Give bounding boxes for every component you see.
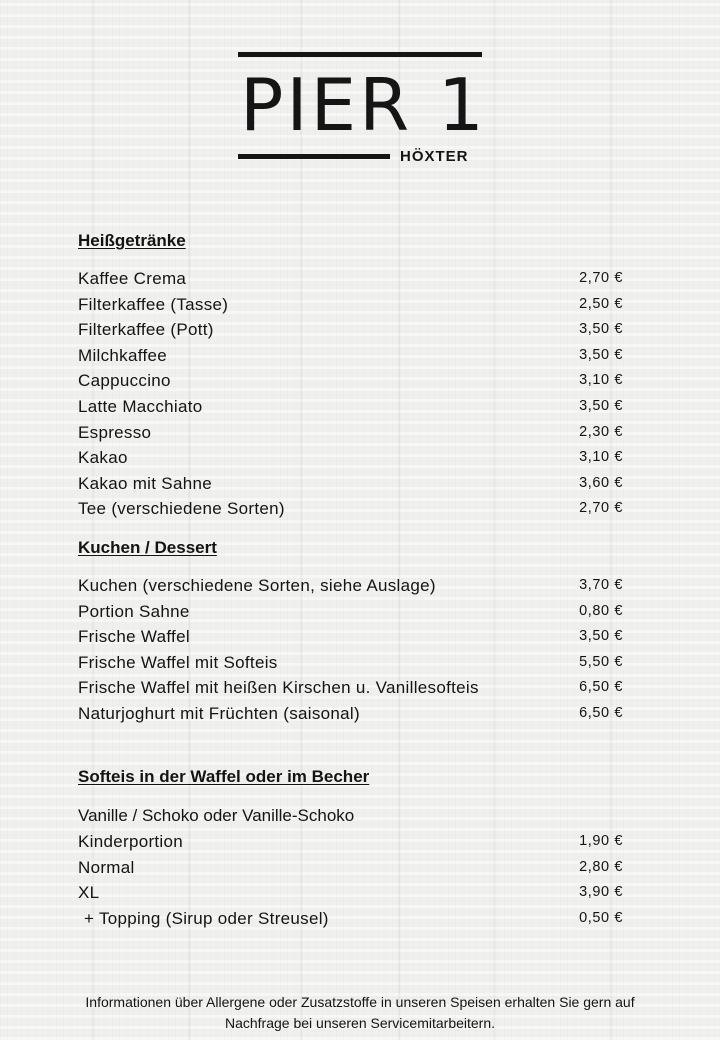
- item-name: Frische Waffel mit Softeis: [78, 652, 278, 672]
- item-price: 0,50 €: [579, 909, 623, 926]
- menu-item: [78, 496, 623, 522]
- item-price: 3,50 €: [579, 346, 623, 363]
- item-name: Kakao mit Sahne: [78, 473, 212, 493]
- section-title-cake-dessert: Kuchen / Dessert: [78, 538, 217, 557]
- item-price: 6,50 €: [579, 679, 623, 696]
- allergen-info-footer: [10, 992, 710, 1034]
- item-price: 3,60 €: [579, 474, 623, 491]
- menu-item: [78, 317, 623, 343]
- item-price: 6,50 €: [579, 704, 623, 721]
- item-name: Espresso: [78, 422, 152, 442]
- item-name: XL: [78, 883, 100, 903]
- menu-item: [78, 701, 623, 727]
- item-name: Frische Waffel mit heißen Kirschen u. Vanillesofteis: [78, 678, 479, 698]
- menu-item: [78, 266, 623, 292]
- item-name: Kuchen (verschiedene Sorten, siehe Auslage): [78, 576, 436, 595]
- menu-item: [78, 343, 623, 369]
- item-name: Portion Sahne: [78, 601, 190, 621]
- item-price: 3,50 €: [579, 628, 623, 645]
- item-price: 0,80 €: [579, 602, 623, 619]
- item-price: 2,80 €: [579, 858, 623, 875]
- item-price: 3,10 €: [579, 372, 623, 389]
- menu-item: [78, 650, 623, 676]
- item-name: Kaffee Crema: [78, 269, 187, 288]
- item-price: 5,50 €: [579, 653, 623, 670]
- cake-dessert-list: [78, 573, 623, 727]
- menu-item: [78, 624, 623, 650]
- item-name: Filterkaffee (Tasse): [78, 294, 229, 314]
- hot-drinks-list: [78, 266, 623, 522]
- footer-line-1: Informationen über Allergene oder Zusatzstoffe in unseren Speisen erhalten Sie gern auf: [85, 994, 635, 1010]
- menu-item: [78, 368, 623, 394]
- menu-item: [78, 880, 623, 906]
- menu-item: [78, 292, 623, 318]
- menu-item: [78, 675, 623, 701]
- footer-line-2: Nachfrage bei unseren Servicemitarbeitern.: [224, 1015, 496, 1031]
- logo-bottom-rule: [238, 154, 390, 159]
- item-name: Normal: [78, 857, 135, 877]
- menu-item: [78, 394, 623, 420]
- item-price: 2,50 €: [579, 295, 623, 312]
- menu-item: [78, 573, 623, 599]
- item-name: Kinderportion: [78, 832, 184, 851]
- soft-ice-list: [78, 829, 623, 931]
- item-name: Latte Macchiato: [78, 396, 203, 416]
- item-name: Tee (verschiedene Sorten): [78, 499, 285, 519]
- menu-item: [78, 855, 623, 881]
- soft-ice-flavors-note: Vanille / Schoko oder Vanille-Schoko: [78, 806, 355, 825]
- logo-city-text: HÖXTER: [400, 148, 469, 165]
- logo-top-rule: [238, 52, 482, 57]
- item-name: Naturjoghurt mit Früchten (saisonal): [78, 703, 360, 723]
- section-title-hot-drinks: Heißgetränke: [78, 231, 186, 250]
- item-price: 2,70 €: [579, 500, 623, 517]
- menu-item: [78, 599, 623, 625]
- section-title-soft-ice: Softeis in der Waffel oder im Becher: [78, 767, 370, 786]
- item-price: 3,50 €: [579, 321, 623, 338]
- item-price: 2,70 €: [579, 270, 623, 286]
- pier1-logo: [238, 52, 487, 170]
- menu-item: [78, 906, 623, 932]
- item-price: 3,90 €: [579, 884, 623, 901]
- item-name: Frische Waffel: [78, 627, 190, 647]
- menu-item: [78, 420, 623, 446]
- item-name: Milchkaffee: [78, 345, 167, 365]
- item-name: Kakao: [78, 448, 128, 468]
- item-name: Cappuccino: [78, 371, 171, 391]
- logo-brand-text: PIER 1: [240, 63, 487, 147]
- menu-item: [78, 445, 623, 471]
- item-price: 2,30 €: [579, 423, 623, 440]
- item-name: + Topping (Sirup oder Streusel): [84, 908, 329, 928]
- item-name: Filterkaffee (Pott): [78, 320, 214, 340]
- menu-item: [78, 471, 623, 497]
- item-price: 3,10 €: [579, 449, 623, 466]
- item-price: 3,70 €: [579, 577, 623, 593]
- item-price: 3,50 €: [579, 397, 623, 414]
- item-price: 1,90 €: [579, 833, 623, 849]
- menu-item: [78, 829, 623, 855]
